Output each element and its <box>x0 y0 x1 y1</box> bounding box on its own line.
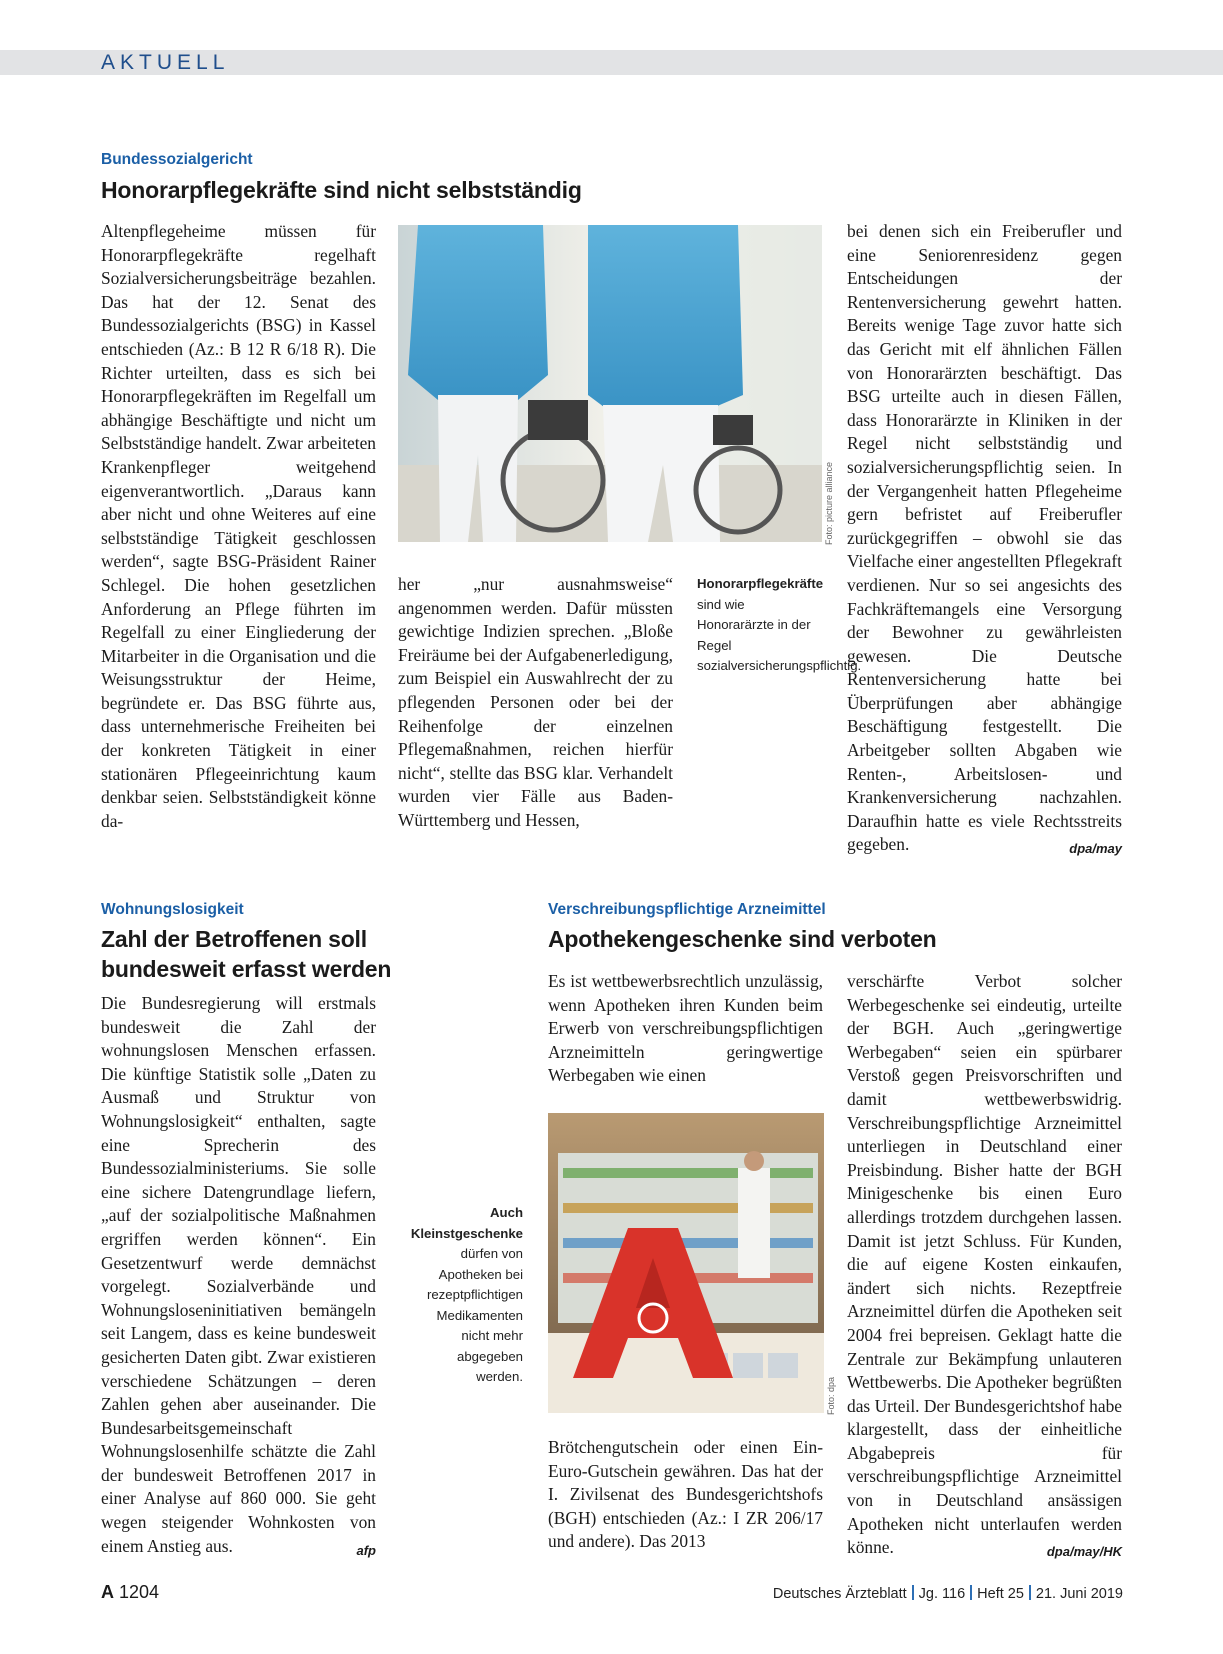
footer-separator <box>1029 1585 1031 1600</box>
nurses-caption-text: sind wie Honorarärzte in der Regel sozialversicherungspflichtig. <box>697 596 862 673</box>
article3-signature: dpa/may/HK <box>1046 1544 1122 1560</box>
footer-separator <box>912 1585 914 1600</box>
pharmacy-photo <box>548 1113 824 1413</box>
article2-headline-line2: bundesweit erfasst werden <box>101 956 392 982</box>
article2-kicker: Wohnungslosigkeit <box>101 901 244 918</box>
footer-separator <box>970 1585 972 1600</box>
pharmacy-photo-graphic <box>548 1113 824 1413</box>
article3-column-2-body: verschärfte Verbot solcher Werbegeschenke sei eindeutig, urteilte der BGH. Auch „geringwertige Werbegaben“ seien ein spürbarer Verstoß gegen Preisvorschriften und damit wettbewerbswidrig. Verschreibungspflichtige Arzneimittel unterliegen in Deutschland einer Preisbindung. Bisher hatte der BGH Minigeschenke bis einen Euro allerdings trotzdem durchgehen lassen. Damit ist jetzt Schluss. Für Kunden, die auf eigene Kosten einkaufen, ändert sich nichts. Rezeptfreie Arzneimittel dürfen die Apotheken seit 2004 frei bepreisen. Geklagt hatte die Zentrale zur Bekämpfung unlauteren Wettbewerbs. Die Apotheker begrüßten das Urteil. Der Bundesgerichtshof habe klargestellt, dass der einheitliche Abgabepreis für verschreibungspflichtige Arzneimittel von in Deutschland ansässigen Apotheken nicht unterlaufen werden könne. <box>847 971 1122 1558</box>
article2-signature: afp <box>356 1542 376 1558</box>
nurses-photo-graphic <box>398 225 822 542</box>
journal-footer <box>773 1585 1123 1602</box>
journal-issue: Heft 25 <box>977 1586 1024 1602</box>
pharmacy-caption-bold: Auch Kleinstgeschenke <box>410 1205 523 1241</box>
photo-credit-pharmacy: Foto: dpa <box>826 1376 836 1415</box>
article3-kicker: Verschreibungspflichtige Arzneimittel <box>548 901 826 918</box>
article1-headline: Honorarpflegekräfte sind nicht selbstständig <box>101 177 582 203</box>
article1-column-2 <box>398 573 673 833</box>
article3-column-2 <box>847 970 1122 1564</box>
article3-column-1-top-text: Es ist wettbewerbsrechtlich unzulässig, wenn Apotheken ihren Kunden beim Erwerb von verschreibungspflichtigen Arzneimitteln geringwertige Werbegaben wie einen <box>548 971 823 1086</box>
article1-kicker: Bundessozialgericht <box>101 151 253 168</box>
article3-column-1-bottom-text: Brötchengutschein oder einen Ein-Euro-Gutschein gewähren. Das hat der I. Zivilsenat des Bundesgerichtshofs (BGH) entschieden (Az.: I ZR 206/17 und andere). Das 2013 <box>548 1437 823 1552</box>
journal-date: 21. Juni 2019 <box>1035 1586 1123 1602</box>
page-prefix: A <box>101 1582 114 1602</box>
page-number-value: 1204 <box>119 1582 160 1602</box>
article3-column-1-bottom <box>548 1436 823 1554</box>
article1-column-3 <box>847 220 1122 861</box>
nurses-caption-bold: Honorarpflegekräfte <box>697 576 824 591</box>
article3-headline: Apothekengeschenke sind verboten <box>548 926 937 952</box>
page-number <box>101 1582 159 1603</box>
nurses-photo <box>398 225 822 542</box>
photo-credit-nurses: Foto: picture alliance <box>824 461 834 545</box>
journal-volume: Jg. 116 <box>918 1586 966 1602</box>
article1-signature: dpa/may <box>1069 841 1122 857</box>
article1-column-3-body: bei denen sich ein Freiberufler und eine Seniorenresidenz gegen Entscheidungen der Rentenversicherung gewehrt hatten. Bereits wenige Tage zuvor hatte sich das Gericht mit elf ähnlichen Fällen von Honorarärzten beschäftigt. Das BSG urteilte auch in diesen Fällen, dass Honorarärzte in Kliniken in der Regel nicht selbstständig und sozialversicherungspflichtig seien. In der Vergangenheit hatten Pflegeheime gern befristet auf Freiberufler zurückgegriffen – obwohl sie das Vielfache einer angestellten Pflegekraft verdienen. Nur so sei angesichts des Fachkräftemangels eine Versorgung der Bewohner zu gewährleisten gewesen. Die Deutsche Rentenversicherung hatte bei Überprüfungen aber abhängige Beschäftigung festgestellt. Die Arbeitgeber sollten Abgaben wie Renten-, Arbeitslosen- und Krankenversicherung nachzahlen. Daraufhin hatte es viele Rechtsstreits gegeben. <box>847 221 1122 855</box>
article1-column-3-text <box>847 220 1122 857</box>
article1-column-1 <box>101 220 376 833</box>
article2-body-text <box>101 992 376 1558</box>
journal-name: Deutsches Ärzteblatt <box>772 1586 907 1602</box>
article1-column-1-text: Altenpflegeheime müssen für Honorarpflegekräfte regelhaft Sozialversicherungsbeiträge bezahlen. Das hat der 12. Senat des Bundessozialgerichts (BSG) in Kassel entschieden (Az.: B 12 R 6/18 R). Die Richter urteilten, dass es sich bei Honorarpflegekräften im Regelfall um abhängige Beschäftigte und nicht um Selbstständige handelt. Zwar arbeiteten Krankenpfleger weitgehend eigenverantwortlich. „Daraus kann aber nicht und ohne Weiteres auf eine selbstständige Tätigkeit geschlossen werden“, sagte BSG-Präsident Rainer Schlegel. Die hohen gesetzlichen Anforderung an Pflege führten im Regelfall zu einer Eingliederung der Mitarbeiter in die Organisation und die Weisungsstruktur der Heime, begründete er. Das BSG führte aus, dass unternehmerische Freiheiten bei der konkreten Tätigkeit in einer stationären Pflegeeinrichtung kaum denkbar seien. Selbstständigkeit könne da- <box>101 221 376 831</box>
article3-column-1-top <box>548 970 823 1088</box>
article2-body-content: Die Bundesregierung will erstmals bundesweit die Zahl der wohnungslosen Menschen erfassen. Die künftige Statistik solle „Daten zu Ausmaß und Struktur von Wohnungslosigkeit“ enthalten, sagte eine Sprecherin des Bundessozialministeriums. Sie solle eine sichere Datengrundlage liefern, „auf der sozialpolitische Maßnahmen ergriffen werden können“. Ein Gesetzentwurf werde demnächst vorgelegt. Sozialverbände und Wohnungsloseninitiativen bemängeln seit Langem, dass es keine bundesweit gesicherten Daten gibt. Zwar existieren verschiedene Schätzungen – deren Zahlen gehen aber auseinander. Die Bundesarbeitsgemeinschaft Wohnungslosenhilfe schätzte die Zahl der bundesweit Betroffenen 2017 in einer Analyse auf 860 000. Sie geht wegen steigender Wohnkosten von einem Anstieg aus. <box>101 993 376 1556</box>
article3-column-2-text <box>847 970 1122 1560</box>
article2-headline-line1: Zahl der Betroffenen soll <box>101 926 367 952</box>
section-label: AKTUELL <box>101 51 230 74</box>
pharmacy-caption-text: dürfen von Apotheken bei rezeptpflichtigen Medikamenten nicht mehr abgegeben werden. <box>426 1246 523 1384</box>
pharmacy-photo-caption <box>410 1203 523 1388</box>
article2-headline <box>101 924 401 984</box>
article2-body <box>101 992 376 1562</box>
nurses-photo-caption <box>697 574 862 677</box>
article1-column-2-text: her „nur ausnahmsweise“ angenommen werden. Dafür müssten gewichtige Indizien sprechen. „Bloße Freiräume bei der Aufgabenerledigung, zum Beispiel ein Auswahlrecht der zu pflegenden Personen oder bei der Reihenfolge der einzelnen Pflegemaßnahmen, reichen hierfür nicht“, stellte das BSG klar. Verhandelt wurden vier Fälle aus Baden-Württemberg und Hessen, <box>398 574 673 830</box>
